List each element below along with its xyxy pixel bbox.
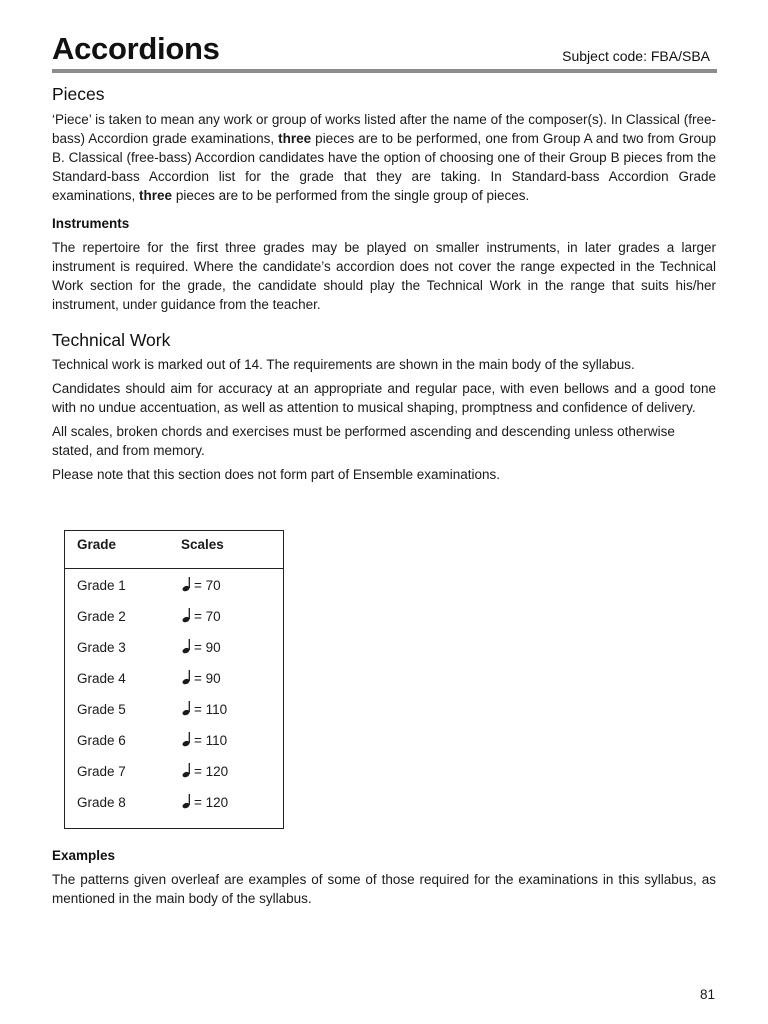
- table-row: [65, 762, 283, 782]
- table-row: [65, 731, 283, 751]
- page-title: Accordions: [52, 31, 220, 66]
- col-header-grade: Grade: [77, 537, 117, 552]
- tempo-value: = 70: [194, 609, 221, 624]
- technical-work-heading: Technical Work: [52, 330, 171, 350]
- tempo-value: = 120: [194, 795, 229, 810]
- scale-cell: [181, 762, 228, 782]
- pieces-bold-three-1: three: [278, 131, 312, 146]
- tempo-value: = 110: [194, 733, 228, 748]
- scales-table: [64, 530, 284, 829]
- grade-cell: Grade 8: [77, 795, 126, 810]
- tempo-value: = 90: [194, 640, 221, 655]
- grade-cell: Grade 4: [77, 671, 126, 686]
- crotchet-note-icon: [181, 669, 191, 685]
- tempo-value: = 70: [194, 578, 221, 593]
- grade-cell: Grade 7: [77, 764, 126, 779]
- table-header: [65, 531, 283, 569]
- pieces-text-2: pieces are to be performed, one from Group A and two from Group B. Classical (free-bass) Accordion candidates have the option of choosing one of their Group B pieces from the Standard-bass Accordion list for the grade that they are taking. In Standard-bass Accordion Grade examinations,: [52, 131, 716, 203]
- tempo-value: = 120: [194, 764, 229, 779]
- tempo-value: = 90: [194, 671, 221, 686]
- crotchet-note-icon: [181, 576, 191, 592]
- scale-cell: [181, 731, 227, 751]
- table-row: [65, 700, 283, 720]
- crotchet-note-icon: [181, 793, 191, 809]
- crotchet-note-icon: [181, 700, 191, 716]
- grade-cell: Grade 3: [77, 640, 126, 655]
- subject-code: Subject code: FBA/SBA: [562, 48, 710, 64]
- grade-cell: Grade 5: [77, 702, 126, 717]
- pieces-paragraph: [52, 110, 716, 205]
- grade-cell: Grade 6: [77, 733, 126, 748]
- pieces-text-3: pieces are to be performed from the single group of pieces.: [172, 188, 530, 203]
- header-rule: [52, 69, 717, 73]
- crotchet-note-icon: [181, 638, 191, 654]
- instruments-heading: Instruments: [52, 216, 130, 231]
- page-header: [52, 30, 716, 68]
- grade-cell: Grade 1: [77, 578, 126, 593]
- grade-cell: Grade 2: [77, 609, 126, 624]
- scale-cell: [181, 638, 221, 658]
- crotchet-note-icon: [181, 607, 191, 623]
- examples-paragraph: The patterns given overleaf are examples of some of those required for the examinations in this syllabus, as mentioned in the main body of the syllabus.: [52, 872, 716, 906]
- col-header-scales: Scales: [181, 537, 224, 552]
- tempo-value: = 110: [194, 702, 228, 717]
- page-content: [52, 82, 716, 906]
- table-row: [65, 607, 283, 627]
- table-row: [65, 576, 283, 596]
- examples-heading: Examples: [52, 848, 116, 863]
- scale-cell: [181, 576, 221, 596]
- scale-cell: [181, 793, 228, 813]
- table-row: [65, 638, 283, 658]
- pieces-bold-three-2: three: [139, 188, 173, 203]
- scale-cell: [181, 700, 227, 720]
- table-row: [65, 793, 283, 813]
- scale-cell: [181, 607, 221, 627]
- table-row: [65, 669, 283, 689]
- instruments-paragraph: The repertoire for the first three grades may be played on smaller instruments, in later grades a larger instrument is required. Where the candidate’s accordion does not cover the range expected in the Technical Work section for the grade, the candidate should play the Technical Work in the range that suits his/her instrument, under guidance from the teacher.: [52, 240, 716, 312]
- technical-work-p2: Candidates should aim for accuracy at an appropriate and regular pace, with even bellows and a good tone with no undue accentuation, as well as attention to musical shaping, promptness and confidence of delivery.: [52, 381, 716, 415]
- technical-work-p4: Please note that this section does not form part of Ensemble examinations.: [52, 467, 500, 482]
- scale-cell: [181, 669, 221, 689]
- page-number: 81: [700, 987, 716, 1002]
- crotchet-note-icon: [181, 762, 191, 778]
- technical-work-p1: Technical work is marked out of 14. The requirements are shown in the main body of the syllabus.: [52, 357, 635, 372]
- pieces-heading: Pieces: [52, 84, 105, 104]
- pieces-text-1: ‘Piece’ is taken to mean any work or group of works listed after the name of the composer(s). In Classical (free-bass) Accordion grade examinations,: [52, 112, 716, 146]
- crotchet-note-icon: [181, 731, 191, 747]
- technical-work-p3: All scales, broken chords and exercises must be performed ascending and descending unless otherwise stated, and from memory.: [52, 424, 675, 458]
